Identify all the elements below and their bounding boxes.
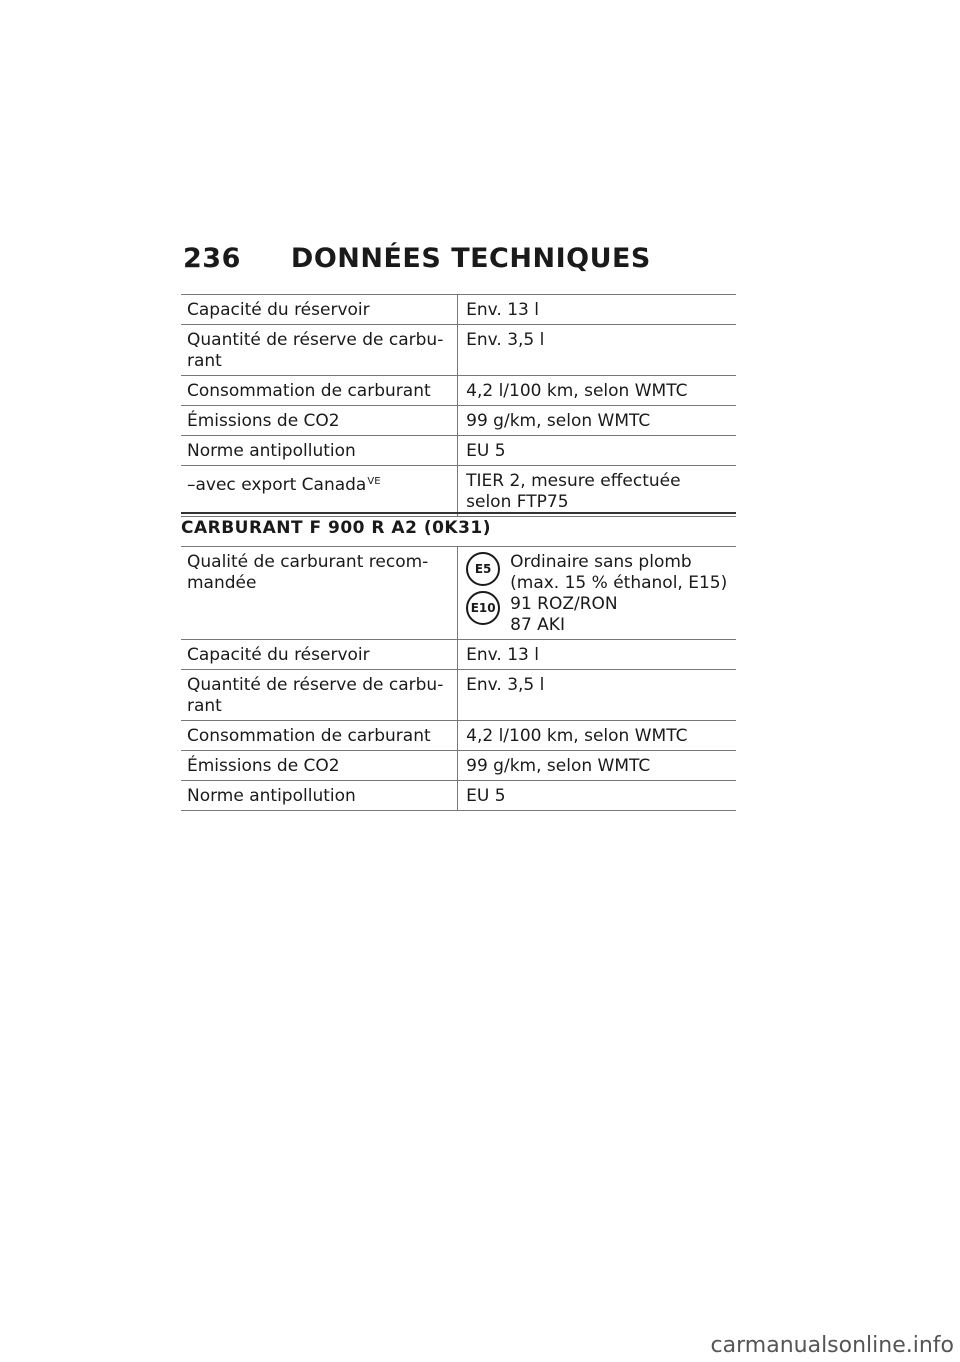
table-row [181,436,736,466]
fuel-line: Ordinaire sans plomb [510,552,692,572]
row-value: TIER 2, mesure effectuée selon FTP75 [458,466,736,517]
table-row [181,640,736,670]
table-row [181,376,736,406]
row-label: Norme antipollution [181,781,458,811]
canada-label: –avec export Canada [187,475,367,495]
row-label: Norme antipollution [181,436,458,466]
row-value: 4,2 l/100 km, selon WMTC [458,376,736,406]
e10-fuel-icon: E10 [466,591,500,625]
section-heading: CARBURANT F 900 R A2 (0K31) [181,512,736,538]
page-number: 236 [183,243,241,274]
fuel-line: (max. 15 % éthanol, E15) [510,573,728,593]
row-value: Env. 3,5 l [458,325,736,376]
fuel-icons [466,552,508,630]
table-row [181,751,736,781]
e5-fuel-icon: E5 [466,552,500,586]
row-value: Env. 13 l [458,295,736,325]
row-value: EU 5 [458,781,736,811]
row-label: Qualité de carburant recom-mandée [181,547,458,640]
row-value: Env. 3,5 l [458,670,736,721]
row-value: 99 g/km, selon WMTC [458,406,736,436]
row-label: Émissions de CO2 [181,751,458,781]
table-row [181,670,736,721]
page-title: DONNÉES TECHNIQUES [290,243,651,274]
table-row [181,781,736,811]
row-value [458,547,736,640]
table-row [181,406,736,436]
fuel-line: 87 AKI [510,615,565,635]
row-label: Consommation de carburant [181,376,458,406]
row-label: Quantité de réserve de carbu-rant [181,670,458,721]
table-row [181,325,736,376]
row-label [181,466,458,517]
row-label: Émissions de CO2 [181,406,458,436]
row-value: EU 5 [458,436,736,466]
fuel-line: 91 ROZ/RON [510,594,618,614]
row-value: 4,2 l/100 km, selon WMTC [458,721,736,751]
table-row [181,466,736,517]
watermark: carmanualsonline.info [710,1333,954,1358]
table-row [181,547,736,640]
row-value: 99 g/km, selon WMTC [458,751,736,781]
row-value: Env. 13 l [458,640,736,670]
page-header [183,243,651,274]
table-row [181,295,736,325]
row-label: Quantité de réserve de carbu-rant [181,325,458,376]
row-label: Capacité du réservoir [181,295,458,325]
fuel-specs-table-a2 [181,546,736,811]
fuel-specs-table [181,294,736,517]
row-label: Consommation de carburant [181,721,458,751]
fuel-description [510,552,730,636]
superscript-ve: VE [367,476,381,487]
row-label: Capacité du réservoir [181,640,458,670]
table-row [181,721,736,751]
